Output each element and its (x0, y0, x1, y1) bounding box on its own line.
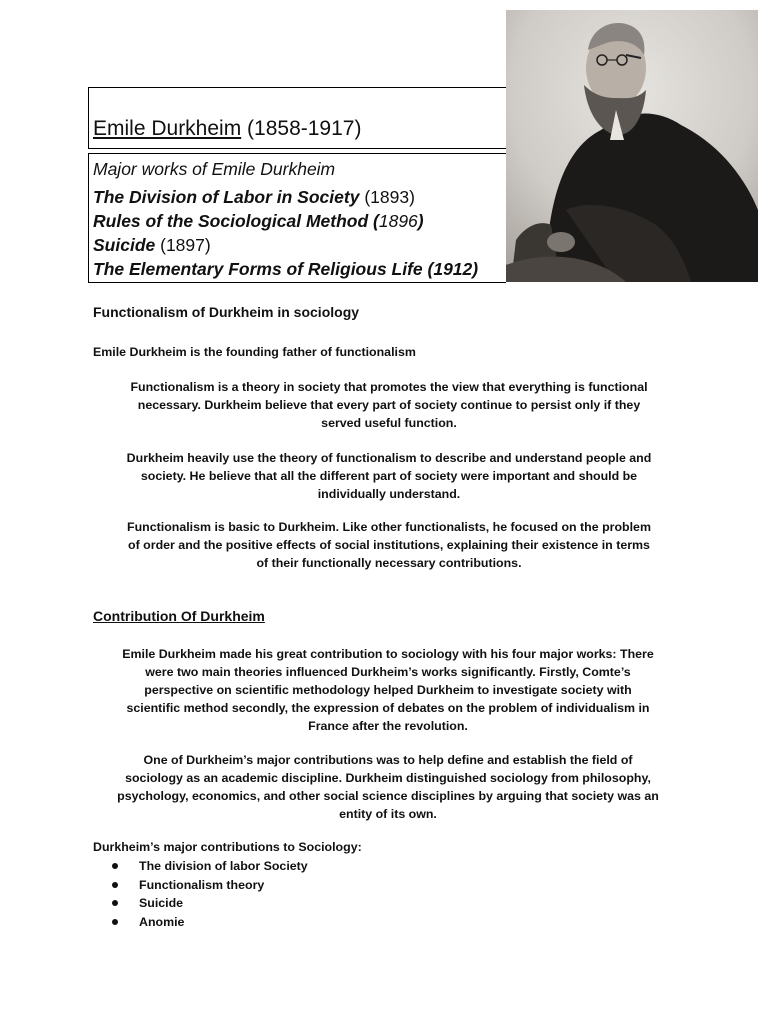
list-intro: Durkheim’s major contributions to Sociology: (93, 840, 362, 854)
list-item (110, 857, 308, 876)
list-item-text: The division of labor Society (139, 859, 308, 873)
bullet-icon (112, 882, 118, 888)
list-item (110, 876, 308, 895)
paragraph (93, 378, 685, 432)
work-item (93, 259, 478, 280)
work-title: The Division of Labor in Society (93, 187, 360, 207)
paragraph-line: of their functionally necessary contributions. (256, 556, 522, 570)
list-item (110, 913, 308, 932)
paragraph-line: Emile Durkheim made his great contribution to sociology with his four major works: There (122, 647, 654, 661)
paragraph (93, 449, 685, 503)
section-heading: Contribution Of Durkheim (93, 608, 265, 624)
work-item (93, 211, 424, 232)
paragraph-line: One of Durkheim’s major contributions was to help define and establish the field of (143, 753, 633, 767)
paragraph-line: necessary. Durkheim believe that every part of society continue to persist only if they (137, 398, 641, 412)
portrait-photo (506, 10, 758, 282)
work-year: (1893) (364, 187, 415, 207)
list-item-text: Suicide (139, 896, 184, 910)
paragraph-line: scientific method secondly, the expression of debates on the problem of individualism in (126, 701, 650, 715)
paragraph-line: perspective on scientific methodology helped Durkheim to investigate society with (144, 683, 632, 697)
paragraph-line: Durkheim heavily use the theory of functionalism to describe and understand people and (126, 451, 652, 465)
work-year: (1897) (160, 235, 211, 255)
work-title: Rules of the Sociological Method ( (93, 211, 379, 231)
author-years: (1858-1917) (247, 117, 362, 140)
paragraph (93, 518, 685, 572)
paragraph-line: entity of its own. (339, 807, 437, 821)
bullet-icon (112, 863, 118, 869)
paragraph-line: psychology, economics, and other social science disciplines by arguing that society was an (117, 789, 659, 803)
paragraph-line: served useful function. (321, 416, 457, 430)
bullet-icon (112, 900, 118, 906)
bullet-icon (112, 919, 118, 925)
contributions-list (110, 857, 308, 931)
work-item (93, 187, 415, 208)
list-item-text: Functionalism theory (139, 877, 265, 892)
paragraph-line: individually understand. (317, 487, 461, 501)
paragraph (88, 645, 688, 735)
paragraph-line: sociology as an academic discipline. Durkheim distinguished sociology from philosophy, (125, 771, 651, 785)
work-title: The Elementary Forms of Religious Life (1912) (93, 259, 479, 279)
paragraph-line: Functionalism is basic to Durkheim. Like other functionalists, he focused on the problem (127, 520, 651, 534)
paragraph-line: France after the revolution. (308, 719, 468, 733)
work-close: ) (417, 211, 424, 231)
intro-text: Emile Durkheim is the founding father of functionalism (93, 345, 416, 359)
section-heading: Functionalism of Durkheim in sociology (93, 304, 360, 320)
page-title (93, 117, 361, 141)
paragraph-line: of order and the positive effects of social institutions, explaining their existence in terms (128, 538, 650, 552)
work-year: 1896 (378, 211, 418, 231)
author-name: Emile Durkheim (93, 117, 242, 140)
work-title: Suicide (93, 235, 156, 255)
paragraph (88, 751, 688, 823)
major-works-heading: Major works of Emile Durkheim (93, 159, 336, 179)
paragraph-line: society. He believe that all the different part of society were important and should be (140, 469, 638, 483)
paragraph-line: Functionalism is a theory in society that promotes the view that everything is functional (130, 380, 648, 394)
list-item (110, 894, 308, 913)
work-item (93, 235, 211, 256)
paragraph-line: were two main theories influenced Durkheim’s works significantly. Firstly, Comte’s (145, 665, 631, 679)
list-item-text: Anomie (139, 914, 185, 929)
